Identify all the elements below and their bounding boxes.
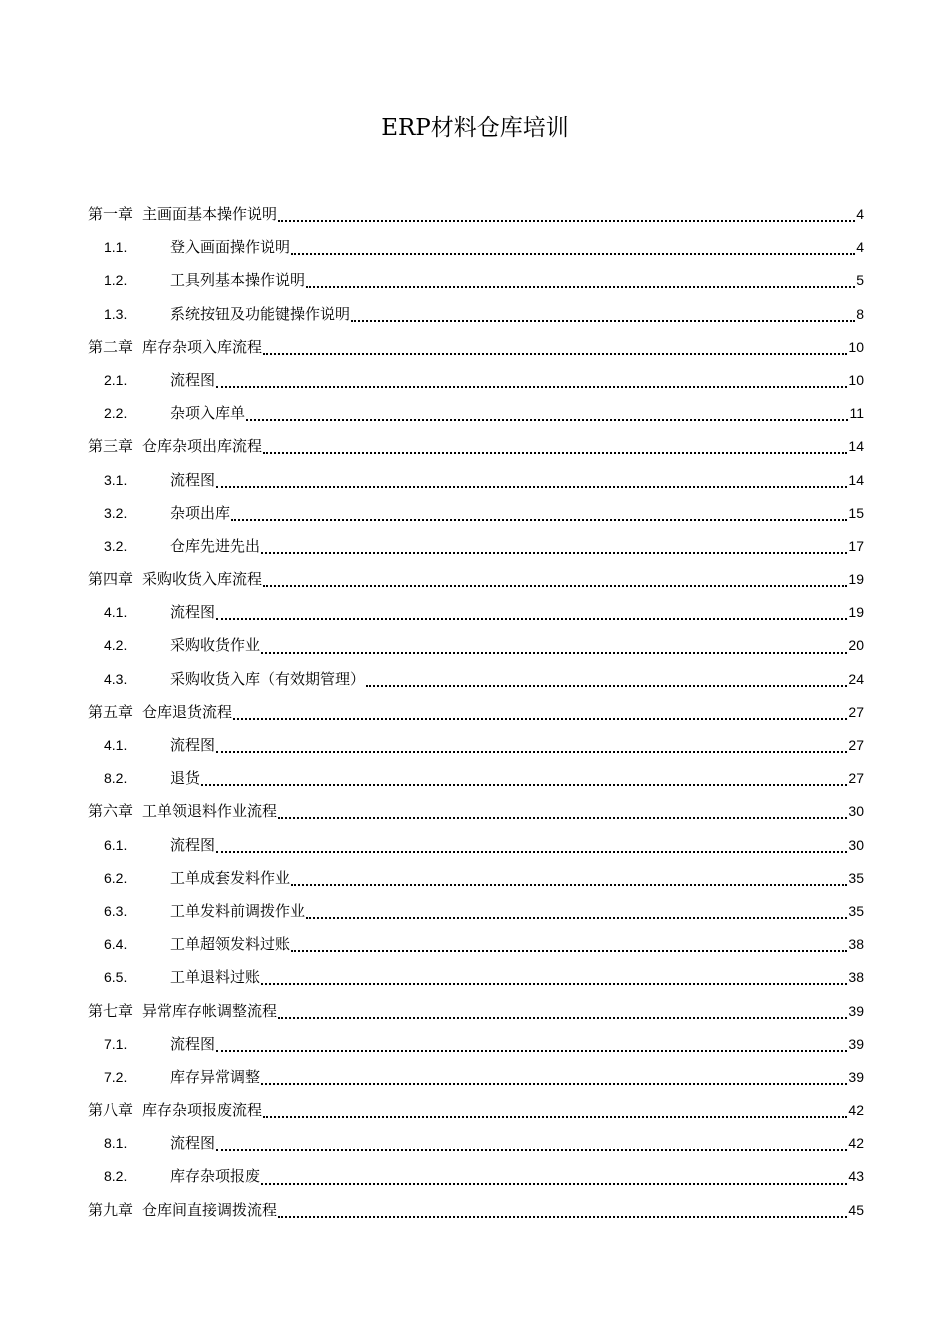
toc-entry-title: 主画面基本操作说明	[142, 205, 278, 223]
toc-page-number: 43	[848, 1168, 864, 1185]
toc-dot-leader	[278, 816, 847, 819]
toc-entry-title: 登入画面操作说明	[170, 238, 291, 257]
toc-entry-title: 采购收货作业	[170, 636, 261, 655]
toc-dot-leader	[216, 1049, 847, 1052]
toc-section-entry[interactable]	[88, 530, 864, 563]
toc-page-number: 38	[848, 969, 864, 986]
toc-entry-number: 2.1.	[104, 371, 128, 388]
toc-page-number: 35	[848, 869, 864, 886]
toc-entry-number: 第九章	[88, 1200, 134, 1219]
toc-entry-number: 4.2.	[104, 637, 128, 654]
toc-chapter-entry[interactable]	[88, 795, 864, 828]
toc-section-entry[interactable]	[88, 464, 864, 497]
toc-dot-leader	[261, 1182, 847, 1185]
toc-entry-title: 库存杂项报废流程	[142, 1101, 263, 1120]
toc-page-number: 4	[856, 206, 864, 222]
toc-section-entry[interactable]	[88, 397, 864, 430]
toc-page-number: 14	[848, 438, 864, 455]
toc-entry-title: 流程图	[170, 736, 216, 754]
toc-page-number: 8	[856, 305, 864, 322]
toc-dot-leader	[201, 783, 847, 786]
toc-entry-number: 6.4.	[104, 936, 128, 953]
toc-entry-title: 仓库杂项出库流程	[142, 437, 263, 456]
toc-dot-leader	[216, 617, 847, 620]
toc-section-entry[interactable]	[88, 298, 864, 331]
toc-section-entry[interactable]	[88, 1127, 864, 1160]
toc-section-entry[interactable]	[88, 596, 864, 629]
toc-section-entry[interactable]	[88, 264, 864, 297]
toc-page-number: 27	[848, 737, 864, 753]
toc-section-entry[interactable]	[88, 1061, 864, 1094]
toc-page-number: 42	[848, 1102, 864, 1119]
toc-entry-number: 6.5.	[104, 969, 128, 986]
toc-entry-number: 第八章	[88, 1101, 134, 1120]
toc-page-number: 38	[848, 936, 864, 953]
toc-entry-number: 第一章	[88, 205, 134, 223]
toc-entry-number: 6.2.	[104, 869, 128, 886]
toc-page-number: 20	[848, 637, 864, 654]
toc-page-number: 42	[848, 1135, 864, 1152]
toc-chapter-entry[interactable]	[88, 696, 864, 729]
toc-page-number: 45	[848, 1201, 864, 1218]
toc-entry-number: 3.2.	[104, 504, 128, 521]
toc-entry-title: 工单领退料作业流程	[142, 802, 278, 821]
toc-section-entry[interactable]	[88, 729, 864, 762]
toc-entry-title: 仓库间直接调拨流程	[142, 1200, 278, 1219]
toc-dot-leader	[278, 1215, 847, 1218]
toc-section-entry[interactable]	[88, 1028, 864, 1061]
toc-dot-leader	[261, 551, 847, 554]
table-of-contents	[88, 198, 864, 1227]
toc-entry-title: 流程图	[170, 1134, 216, 1153]
toc-chapter-entry[interactable]	[88, 1094, 864, 1127]
toc-entry-number: 8.1.	[104, 1135, 128, 1152]
toc-page-number: 35	[848, 902, 864, 919]
toc-page-number: 39	[848, 1002, 864, 1019]
toc-page-number: 10	[848, 371, 864, 388]
toc-dot-leader	[216, 850, 847, 853]
toc-chapter-entry[interactable]	[88, 430, 864, 463]
toc-entry-number: 8.2.	[104, 770, 128, 787]
toc-entry-number: 第四章	[88, 570, 134, 589]
toc-entry-title: 采购收货入库（有效期管理）	[170, 669, 366, 688]
document-title: ERP材料仓库培训	[381, 115, 569, 141]
toc-page-number: 19	[848, 604, 864, 621]
toc-dot-leader	[351, 319, 855, 322]
toc-page-number: 24	[848, 670, 864, 687]
toc-entry-title: 库存杂项报废	[170, 1167, 261, 1186]
toc-section-entry[interactable]	[88, 928, 864, 961]
toc-page-number: 14	[848, 471, 864, 488]
toc-page-number: 30	[848, 836, 864, 853]
toc-page-number: 39	[848, 1068, 864, 1085]
toc-entry-title: 流程图	[170, 603, 216, 622]
toc-chapter-entry[interactable]	[88, 198, 864, 231]
toc-entry-number: 4.1.	[104, 604, 128, 621]
toc-entry-title: 异常库存帐调整流程	[142, 1001, 278, 1020]
toc-page-number: 10	[848, 338, 864, 355]
toc-entry-number: 第二章	[88, 337, 134, 356]
toc-entry-title: 退货	[170, 769, 201, 788]
toc-page-number: 17	[848, 537, 864, 554]
toc-dot-leader	[263, 352, 847, 355]
toc-entry-number: 6.1.	[104, 836, 128, 853]
toc-entry-number: 1.3.	[104, 305, 128, 322]
toc-entry-title: 仓库先进先出	[170, 536, 261, 555]
toc-entry-title: 流程图	[170, 835, 216, 854]
toc-page-number: 4	[856, 239, 864, 256]
toc-entry-number: 7.2.	[104, 1068, 128, 1085]
toc-section-entry[interactable]	[88, 1160, 864, 1193]
toc-page-number: 39	[848, 1035, 864, 1052]
toc-dot-leader	[263, 451, 847, 454]
toc-dot-leader	[261, 982, 847, 985]
toc-entry-number: 6.3.	[104, 902, 128, 919]
toc-page-number: 11	[849, 405, 864, 422]
toc-page-number: 30	[848, 803, 864, 820]
toc-dot-leader	[263, 1115, 847, 1118]
toc-section-entry[interactable]	[88, 231, 864, 264]
toc-entry-title: 工具列基本操作说明	[170, 271, 306, 290]
toc-entry-title: 采购收货入库流程	[142, 570, 263, 589]
toc-section-entry[interactable]	[88, 364, 864, 397]
toc-entry-number: 4.3.	[104, 670, 128, 687]
toc-dot-leader	[291, 949, 847, 952]
toc-dot-leader	[233, 717, 847, 720]
toc-section-entry[interactable]	[88, 762, 864, 795]
toc-entry-number: 第五章	[88, 702, 134, 721]
toc-section-entry[interactable]	[88, 497, 864, 530]
toc-entry-title: 杂项出库	[170, 503, 231, 522]
toc-entry-title: 仓库退货流程	[142, 702, 233, 721]
toc-dot-leader	[261, 1082, 847, 1085]
toc-dot-leader	[231, 518, 847, 521]
toc-entry-title: 流程图	[170, 1034, 216, 1053]
toc-dot-leader	[306, 916, 847, 919]
toc-entry-title: 流程图	[170, 370, 216, 389]
toc-entry-title: 杂项入库单	[170, 404, 246, 423]
toc-dot-leader	[306, 285, 855, 288]
toc-entry-title: 库存杂项入库流程	[142, 337, 263, 356]
toc-dot-leader	[216, 1148, 847, 1151]
toc-section-entry[interactable]	[88, 829, 864, 862]
toc-page-number: 19	[848, 571, 864, 588]
toc-entry-number: 第七章	[88, 1001, 134, 1020]
toc-dot-leader	[216, 750, 847, 753]
toc-dot-leader	[246, 418, 848, 421]
toc-entry-title: 工单超领发料过账	[170, 935, 291, 954]
toc-entry-number: 7.1.	[104, 1035, 128, 1052]
toc-entry-title: 流程图	[170, 470, 216, 489]
toc-entry-title: 工单成套发料作业	[170, 868, 291, 887]
toc-dot-leader	[291, 883, 847, 886]
toc-dot-leader	[278, 219, 855, 222]
toc-entry-number: 第三章	[88, 437, 134, 456]
toc-entry-number: 3.2.	[104, 537, 128, 554]
toc-dot-leader	[216, 485, 847, 488]
toc-entry-number: 2.2.	[104, 405, 128, 422]
toc-dot-leader	[216, 385, 847, 388]
toc-page-number: 5	[856, 272, 864, 289]
toc-dot-leader	[291, 252, 855, 255]
toc-entry-title: 库存异常调整	[170, 1067, 261, 1086]
toc-section-entry[interactable]	[88, 663, 864, 696]
toc-page-number: 15	[848, 504, 864, 521]
toc-entry-number: 4.1.	[104, 737, 128, 753]
toc-entry-title: 系统按钮及功能键操作说明	[170, 304, 351, 323]
toc-page-number: 27	[848, 770, 864, 787]
toc-section-entry[interactable]	[88, 961, 864, 994]
toc-entry-number: 1.2.	[104, 272, 128, 289]
toc-page-number: 27	[848, 703, 864, 720]
toc-entry-title: 工单发料前调拨作业	[170, 901, 306, 920]
toc-chapter-entry[interactable]	[88, 1194, 864, 1227]
toc-chapter-entry[interactable]	[88, 563, 864, 596]
toc-entry-number: 3.1.	[104, 471, 128, 488]
toc-dot-leader	[261, 651, 847, 654]
toc-dot-leader	[366, 684, 847, 687]
toc-dot-leader	[278, 1016, 847, 1019]
toc-section-entry[interactable]	[88, 629, 864, 662]
toc-entry-number: 第六章	[88, 802, 134, 821]
toc-section-entry[interactable]	[88, 895, 864, 928]
toc-chapter-entry[interactable]	[88, 995, 864, 1028]
toc-entry-number: 8.2.	[104, 1168, 128, 1185]
toc-section-entry[interactable]	[88, 862, 864, 895]
toc-dot-leader	[263, 584, 847, 587]
toc-chapter-entry[interactable]	[88, 331, 864, 364]
toc-entry-title: 工单退料过账	[170, 968, 261, 987]
toc-entry-number: 1.1.	[104, 239, 128, 256]
